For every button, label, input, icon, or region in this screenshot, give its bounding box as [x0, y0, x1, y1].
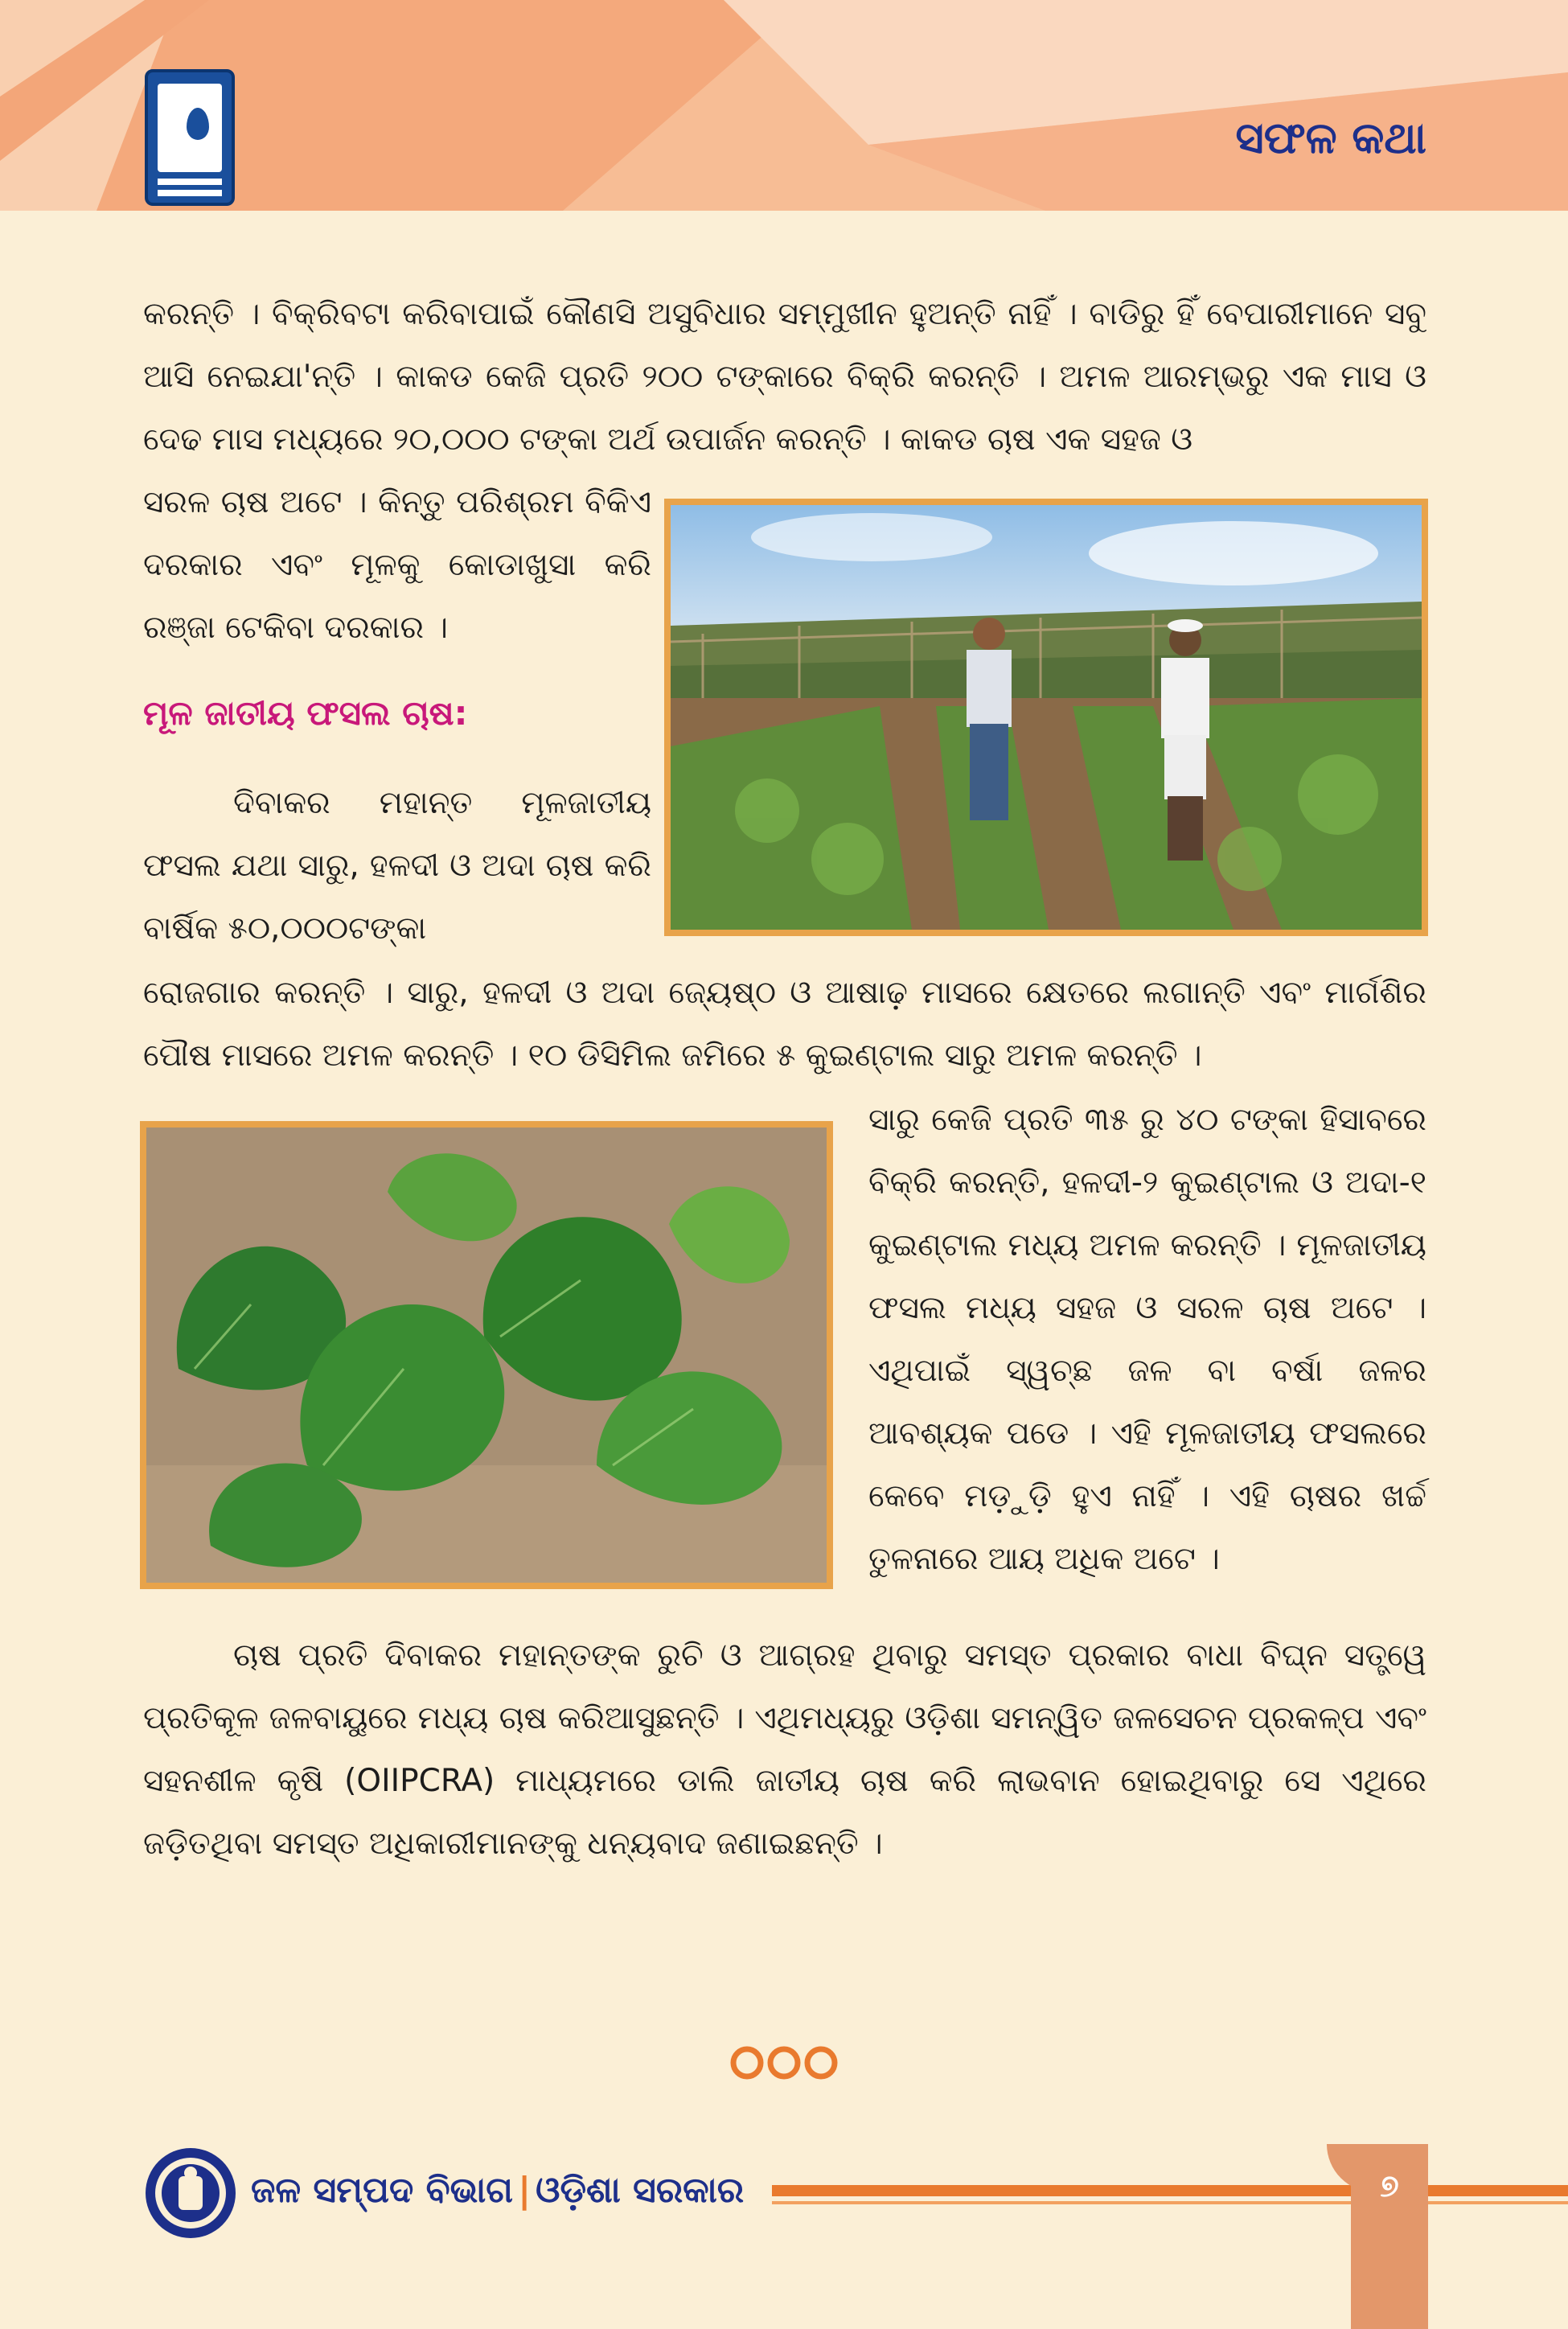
taro-leaves-photo-icon [140, 1121, 833, 1589]
paragraph-6: ଚାଷ ପ୍ରତି ଦିବାକର ମହାନ୍ତଙ୍କ ରୁଚି ଓ ଆଗ୍ରହ ଥିବାରୁ ସମସ୍ତ ପ୍ରକାର ବାଧା ବିଘ୍ନ ସତ୍ତ୍ୱେ ପ୍ରତିକୂଳ ଜଳବାୟୁରେ ମଧ୍ୟ ଚାଷ କରିଆସୁଛନ୍ତି । ଏଥିମଧ୍ୟରୁ ଓଡ଼ିଶା ସମନ୍ୱିତ ଜଳସେଚନ ପ୍ରକଳ୍ପ ଏବଂ ସହନଶୀଳ କୃଷି (OIIPCRA) ମାଧ୍ୟମରେ ଡାଲି ଜାତୀୟ ଚାଷ କରି ଲାଭବାନ ହୋଇଥିବାରୁ ସେ ଏଥିରେ ଜଡ଼ିତଥିବା ସମସ୍ତ ଅଧିକାରୀମାନଙ୍କୁ ଧନ୍ୟବାଦ ଜଣାଇଛନ୍ତି । [143, 1637, 1426, 1862]
end-ornament-icon [727, 2043, 841, 2083]
paragraph-3: ଦିବାକର ମହାନ୍ତ ମୂଳଜାତୀୟ ଫସଲ ଯଥା ସାରୁ, ହଳଦୀ ଓ ଅଦା ଚାଷ କରି ବାର୍ଷିକ ୫୦,୦୦୦ଟଙ୍କା [143, 785, 651, 947]
page-header [0, 0, 1568, 211]
footer-department [251, 2170, 744, 2211]
government-name: ଓଡ଼ିଶା ସରକାର [536, 2170, 745, 2211]
footer-rule [772, 2185, 1568, 2196]
department-logo-icon [145, 69, 235, 206]
page-number: ୭ [1380, 2168, 1399, 2204]
field-photo-two-farmers-icon [664, 499, 1428, 936]
paragraph-5: ସାରୁ କେଜି ପ୍ରତି ୩୫ ରୁ ୪୦ ଟଙ୍କା ହିସାବରେ ବିକ୍ରି କରନ୍ତି, ହଳଦୀ-୨ କୁଇଣ୍ଟାଲ ଓ ଅଦା-୧ କୁଇଣ୍ଟାଲ ମଧ୍ୟ ଅମଳ କରନ୍ତି । ମୂଳଜାତୀୟ ଫସଲ ମଧ୍ୟ ସହଜ ଓ ସରଳ ଚାଷ ଅଟେ । ଏଥିପାଇଁ ସ୍ୱଚ୍ଛ ଜଳ ବା ବର୍ଷା ଜଳର ଆବଶ୍ୟକ ପଡେ । ଏହି ମୂଳଜାତୀୟ ଫସଲରେ କେବେ ମଡ଼ୁଡ଼ି ହୁଏ ନାହିଁ । ଏହି ଚାଷର ଖର୍ଚ୍ଚ ତୁଳନାରେ ଆୟ ଅଧିକ ଅଟେ । [868, 1102, 1426, 1577]
subheading-root-crops: ମୂଳ ଜାତୀୟ ଫସଲ ଚାଷ: [143, 693, 468, 733]
department-name: ଜଳ ସମ୍ପଦ ବିଭାଗ [251, 2170, 514, 2211]
footer-divider: | [518, 2170, 532, 2211]
odisha-government-emblem-icon [143, 2146, 238, 2241]
header-decoration [0, 0, 1568, 211]
paragraph-1: କରନ୍ତି । ବିକ୍ରିବଟା କରିବାପାଇଁ କୌଣସି ଅସୁବିଧାର ସମ୍ମୁଖୀନ ହୁଅନ୍ତି ନାହିଁ । ବାଡିରୁ ହିଁ ବେପାରୀମାନେ ସବୁ ଆସି ନେଇଯା'ନ୍ତି । କାକଡ କେଜି ପ୍ରତି ୨୦୦ ଟଙ୍କାରେ ବିକ୍ରି କରନ୍ତି । ଅମଳ ଆରମ୍ଭରୁ ଏକ ମାସ ଓ ଦେଢ ମାସ ମଧ୍ୟରେ ୨୦,୦୦୦ ଟଙ୍କା ଅର୍ଥ ଉପାର୍ଜନ କରନ୍ତି । କାକଡ ଚାଷ ଏକ ସହଜ ଓ [143, 296, 1426, 458]
section-title: ସଫଳ କଥା [1235, 113, 1426, 163]
footer-rule-thin [772, 2201, 1568, 2204]
paragraph-4: ରୋଜଗାର କରନ୍ତି । ସାରୁ, ହଳଦୀ ଓ ଅଦା ଜ୍ୟେଷ୍ଠ ଓ ଆଷାଢ଼ ମାସରେ କ୍ଷେତରେ ଲଗାନ୍ତି ଏବଂ ମାର୍ଗଶିର ପୌଷ ମାସରେ ଅମଳ କରନ୍ତି । ୧୦ ଡିସିମିଲ ଜମିରେ ୫ କୁଇଣ୍ଟାଲ ସାରୁ ଅମଳ କରନ୍ତି । [143, 975, 1426, 1074]
paragraph-2: ସରଳ ଚାଷ ଅଟେ । କିନ୍ତୁ ପରିଶ୍ରମ ବିକିଏ ଦରକାର ଏବଂ ମୂଳକୁ କୋଡାଖୁସା କରି ରଞ୍ଜା ଟେକିବା ଦରକାର । [143, 484, 651, 646]
